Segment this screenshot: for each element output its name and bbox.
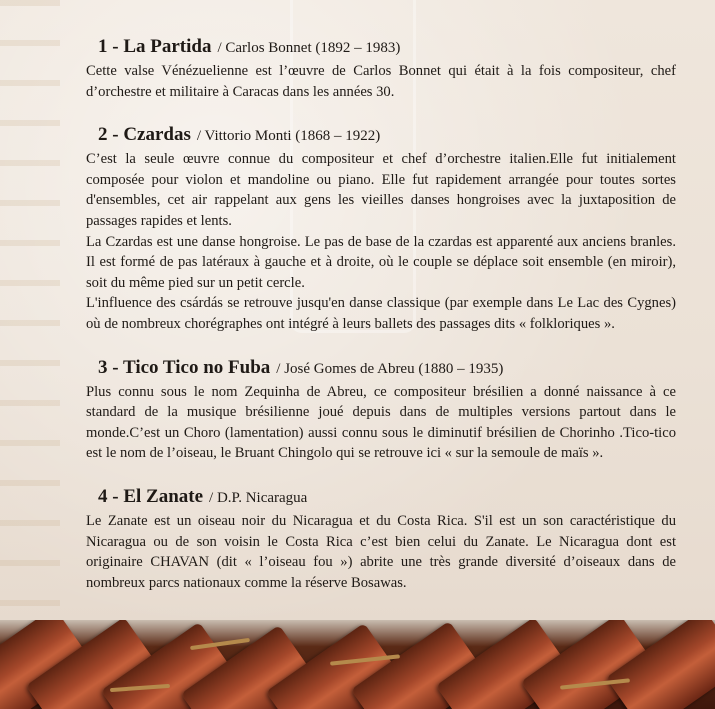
track-1-heading (98, 36, 676, 58)
track-notes (86, 36, 676, 615)
track-2-description-3: L'influence des csárdás se retrouve jusqu'en danse classique (par exemple dans Le Lac des Cygnes) où de nombreux chorégraphes ont intégré à leurs ballets des passages dits « folkloriques ». (86, 295, 676, 332)
track-3-description: Plus connu sous le nom Zequinha de Abreu, ce compositeur brésilien a donné naissance à ce standard de la musique brésilienne joué depuis dans de multiples versions partout dans le monde.C’est un Choro (lamentation) aussi connu sous le diminutif brésilien de Chorinho .Tico-tico est le nom de l’oiseau, le Bruant Chingolo qui se retrouve ici « sur la semoule de maïs ». (86, 383, 676, 462)
track-2-description-2: La Czardas est une danse hongroise. Le pas de base de la czardas est apparenté aux anciens branles. Il est formé de pas latéraux à gauche et à droite, où le couple se déplace soit ensemble (en miroir), soit du même pied sur un petit cercle. (86, 233, 676, 291)
marimba-image (0, 620, 715, 709)
track-2-description-1: C’est la seule œuvre connue du compositeur et chef d’orchestre italien.Elle fut initialement composée pour violon et mandoline ou piano. Elle fut rapidement arrangée pour toutes sortes d'ensembles, cet air rappelant aux gens les vieilles danses hongroises avec la juxtaposition de passages rapides et lents. (86, 151, 676, 229)
background-piano-keys (0, 0, 60, 620)
track-3 (86, 357, 676, 464)
track-4-heading (98, 486, 676, 508)
track-4 (86, 486, 676, 593)
track-3-composer: / José Gomes de Abreu (1880 – 1935) (276, 360, 504, 377)
track-4-composer: / D.P. Nicaragua (209, 489, 308, 506)
track-3-title: 3 - Tico Tico no Fuba (98, 356, 271, 378)
track-1-description: Cette valse Vénézuelienne est l’œuvre de Carlos Bonnet qui était à la fois compositeur, chef d’orchestre et militaire à Caracas dans les années 30. (86, 63, 676, 100)
track-1 (86, 36, 676, 102)
track-3-heading (98, 357, 676, 379)
track-2-title: 2 - Czardas (98, 124, 191, 146)
track-4-description: Le Zanate est un oiseau noir du Nicaragua et du Costa Rica. S'il est un son caractéristique du Nicaragua ou de son voisin le Costa Rica c’est bien celui du Zanate. Le Nicaragua dont est originaire CHAVAN (dit « l’oiseau fou ») abrite une très grande diversité d’oiseaux dans de nombreux parcs nationaux comme la réserve Bosawas. (86, 512, 676, 591)
track-4-title: 4 - El Zanate (98, 485, 204, 507)
track-2-heading (98, 124, 676, 146)
track-2 (86, 124, 676, 334)
track-2-composer: / Vittorio Monti (1868 – 1922) (196, 128, 381, 145)
track-1-composer: / Carlos Bonnet (1892 – 1983) (217, 40, 401, 56)
track-1-title: 1 - La Partida (98, 36, 212, 57)
